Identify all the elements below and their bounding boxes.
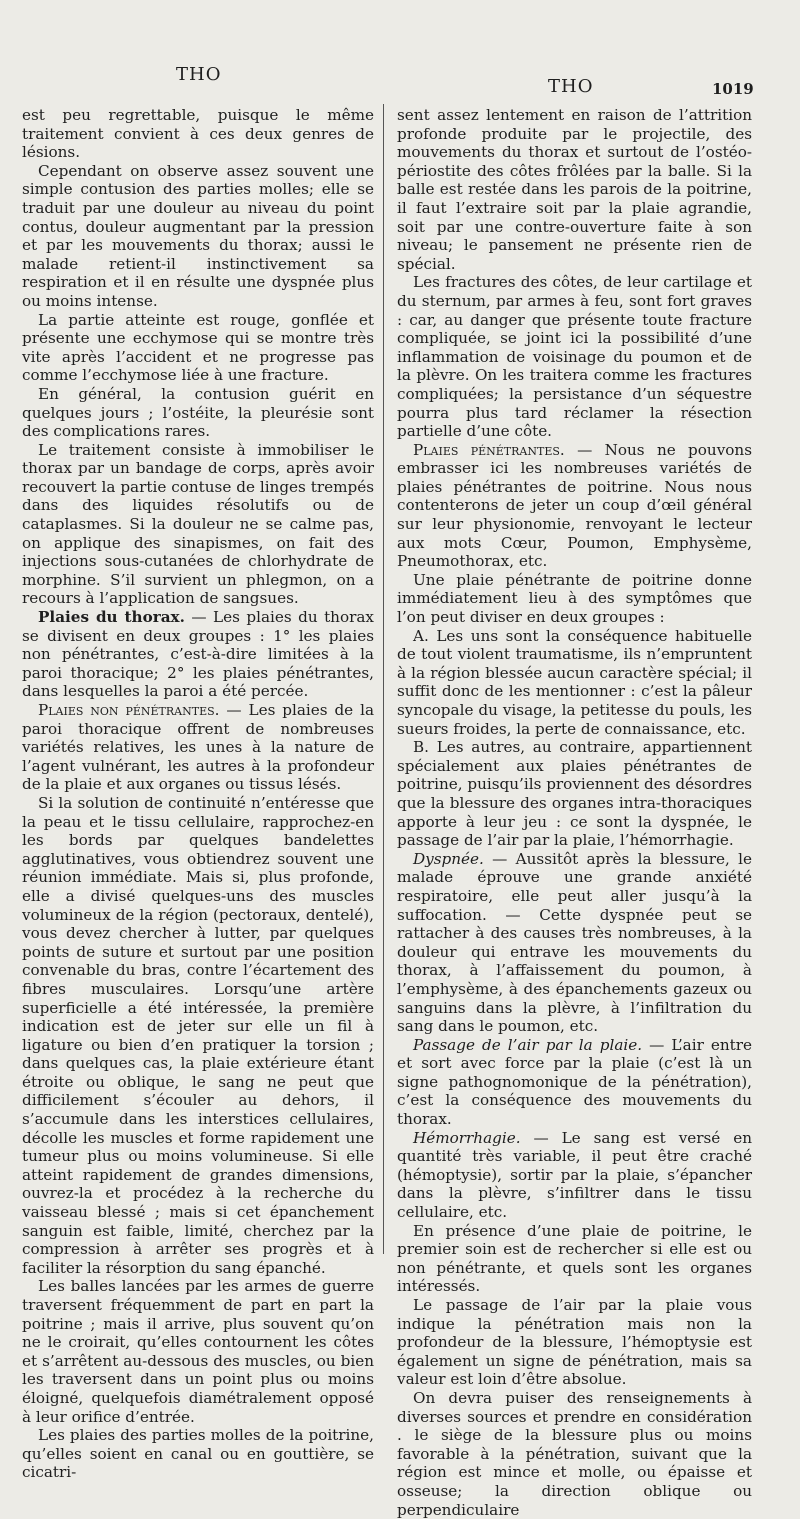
paragraph-text: A. Les uns sont la conséquence habituelle de tout violent traumatisme, ils n’empruntent à la région blessée aucun caractère spécial; il suffit donc de les mentionner : c’est la pâleur syncopale du visage, la petitesse du pouls, les sueurs froides, la perte de connaissance, etc. <box>397 626 752 738</box>
paragraph-text: La partie atteinte est rouge, gonflée et présente une ecchymose qui se montre très vite après l’accident et ne progresse pas comme l’ecchymose liée à une fracture. <box>22 310 374 385</box>
section-heading: Plaies du thorax. <box>38 608 185 627</box>
paragraph-text: Les fractures des côtes, de leur cartilage et du sternum, par armes à feu, sont fort graves : car, au danger que présente toute fracture compliquée, se joint ici la possibilité d’une inflammation de voisinage du poumon et de la plèvre. On les traitera comme les fractures compliquées; la persistance d’un séquestre pourra plus tard réclamer la résection partielle d’une côte. <box>397 273 752 441</box>
paragraph <box>22 311 374 385</box>
left-column <box>22 106 374 1482</box>
paragraph-text: — Les plaies du thorax se divisent en deux groupes : 1° les plaies non pénétrantes, c’est-à-dire limitées à la paroi thoracique; 2° les plaies pénétrantes, dans lesquelles la paroi a été percée. <box>22 608 374 701</box>
paragraph <box>397 1389 752 1519</box>
paragraph <box>22 794 374 1277</box>
paragraph <box>397 850 752 1036</box>
paragraph <box>397 1129 752 1222</box>
section-heading: Hémorrhagie. <box>413 1128 521 1147</box>
header-left-title: THO <box>176 64 222 85</box>
paragraph <box>397 571 752 627</box>
paragraph-text: Si la solution de continuité n’entéresse que la peau et le tissu cellulaire, rapprochez-en les bords par quelques bandelettes agglutinatives, vous obtiendrez souvent une réunion immédiate. Mais si, plus profonde, elle a divisé quelques-uns des muscles volumineux de la région (pectoraux, dentelé), vous devez chercher à lutter, par quelques points de suture et surtout par une position convenable du bras, contre l’écartement des fibres musculaires. Lorsqu’une artère superficielle a été intéressée, la première indication est de jeter sur elle un fil à ligature ou bien d’en pratiquer la torsion ; dans quelques cas, la plaie extérieure étant étroite ou oblique, le sang ne peut que difficilement s’écouler au dehors, il s’accumule dans les interstices cellulaires, décolle les muscles et forme rapidement une tumeur plus ou moins volumineuse. Si elle atteint rapidement de grandes dimensions, ouvrez-la et procédez à la recherche du vaisseau blessé ; mais si cet épanchement sanguin est faible, limité, cherchez par la compression à arrêter ses progrès et à faciliter la résorption du sang épanché. <box>22 793 374 1277</box>
paragraph-text: — L’air entre et sort avec force par la plaie (c’est là un signe pathognomonique de la pénétration), c’est la conséquence des mouvements du thorax. <box>397 1035 753 1129</box>
paragraph-text: sent assez lentement en raison de l’attrition profonde produite par le projectile, des mouvements du thorax et surtout de l’ostéo-périostite des côtes frôlées par la balle. Si la balle est restée dans les parois de la poitrine, il faut l’extraire soit par la plaie agrandie, soit par une contre-ouverture faite à son niveau; le pansement ne présente rien de spécial. <box>397 106 752 273</box>
paragraph-text: Le passage de l’air par la plaie vous indique la pénétration mais non la profondeur de la blessure, l’hémoptysie est également un signe de pénétration, mais sa valeur est loin d’être absolue. <box>397 1296 752 1389</box>
paragraph <box>397 106 752 273</box>
paragraph-text: Une plaie pénétrante de poitrine donne immédiatement lieu à des symptômes que l’on peut diviser en deux groupes : <box>397 570 752 627</box>
paragraph <box>22 162 374 311</box>
header-right-title: THO <box>548 76 594 97</box>
paragraph-text: — Le sang est versé en quantité très variable, il peut être craché (hémoptysie), sortir par la plaie, s’épancher dans la plèvre, s’infiltrer dans le tissu cellulaire, etc. <box>397 1128 752 1222</box>
section-heading: Plaies pénétrantes. <box>413 440 565 459</box>
paragraph <box>22 385 374 441</box>
column-divider <box>383 104 384 1254</box>
running-header <box>0 60 800 100</box>
paragraph-text: — Les plaies de la paroi thoracique offrent de nombreuses variétés relatives, les unes à la nature de l’agent vulnérant, les autres à la profondeur de la plaie et aux organes ou tissus lésés. <box>22 701 374 794</box>
paragraph-text: — Nous ne pouvons embrasser ici les nombreuses variétés de plaies pénétrantes de poitrine. Nous nous contenterons de jeter un coup d’œil général sur leur physionomie, renvoyant le lecteur aux mots Cœur, Poumon, Emphysème, Pneumothorax, etc. <box>397 440 752 571</box>
page-number: 1019 <box>712 80 754 98</box>
section-heading: Plaies non pénétrantes. <box>38 701 220 719</box>
paragraph <box>22 1277 374 1426</box>
paragraph-text: En présence d’une plaie de poitrine, le premier soin est de rechercher si elle est ou non pénétrante, et quels sont les organes intéressés. <box>397 1221 752 1296</box>
paragraph <box>397 1036 752 1129</box>
paragraph <box>22 106 374 162</box>
paragraph-text: Les plaies des parties molles de la poitrine, qu’elles soient en canal ou en gouttière, se cicatri- <box>22 1426 374 1482</box>
paragraph-text: En général, la contusion guérit en quelques jours ; l’ostéite, la pleurésie sont des complications rares. <box>22 384 374 441</box>
paragraph <box>397 441 752 571</box>
paragraph <box>22 441 374 608</box>
paragraph-text: Cependant on observe assez souvent une simple contusion des parties molles; elle se traduit par une douleur au niveau du point contus, douleur augmentant par la pression et par les mouvements du thorax; aussi le malade retient-il instinctivement sa respiration et il en résulte une dyspnée plus ou moins intense. <box>22 161 374 310</box>
section-heading: Dyspnée. <box>413 849 484 868</box>
paragraph <box>397 1222 752 1296</box>
paragraph <box>22 608 374 701</box>
paragraph-text: Le traitement consiste à immobiliser le thorax par un bandage de corps, après avoir recouvert la partie contuse de linges trempés dans des liquides résolutifs ou de cataplasmes. Si la douleur ne se calme pas, on applique des sinapismes, on fait des injections sous-cutanées de chlorhydrate de morphine. S’il survient un phlegmon, on a recours à l’application de sangsues. <box>22 440 374 608</box>
right-column <box>397 106 752 1519</box>
paragraph <box>397 627 752 739</box>
paragraph <box>22 1426 374 1482</box>
paragraph-text: B. Les autres, au contraire, appartiennent spécialement aux plaies pénétrantes de poitrine, puisqu’ils proviennent des désordres que la blessure des organes intra-thoraciques apporte à leur jeu : ce sont la dyspnée, le passage de l’air par la plaie, l’hémorrhagie. <box>397 738 753 850</box>
paragraph <box>397 273 752 440</box>
paragraph-text: est peu regrettable, puisque le même traitement convient à ces deux genres de lésions. <box>22 106 374 162</box>
paragraph <box>397 738 752 850</box>
paragraph-text: Les balles lancées par les armes de guerre traversent fréquemment de part en part la poitrine ; mais il arrive, plus souvent qu’on ne le croirait, qu’elles contournent les côtes et s’arrêtent au-dessous des muscles, ou bien les traversent dans un point plus ou moins éloigné, quelquefois diamétralement opposé à leur orifice d’entrée. <box>22 1277 374 1426</box>
paragraph-text: On devra puiser des renseignements à diverses sources et prendre en considération . le siège de la blessure plus ou moins favorable à la pénétration, suivant que la région est mince et molle, ou épaisse et osseuse; la direction oblique ou perpendiculaire <box>397 1388 752 1519</box>
section-heading: Passage de l’air par la plaie. <box>413 1035 643 1054</box>
paragraph <box>22 701 374 794</box>
paragraph-text: — Aussitôt après la blessure, le malade éprouve une grande anxiété respiratoire, elle peut aller jusqu’à la suffocation. — Cette dyspnée peut se rattacher à des causes très nombreuses, à la douleur qui entrave les mouvements du thorax, à l’affaissement du poumon, à l’emphysème, à des épanchements gazeux ou sanguins dans la plèvre, à l’infiltration du sang dans le poumon, etc. <box>397 849 752 1036</box>
paragraph <box>397 1296 752 1389</box>
